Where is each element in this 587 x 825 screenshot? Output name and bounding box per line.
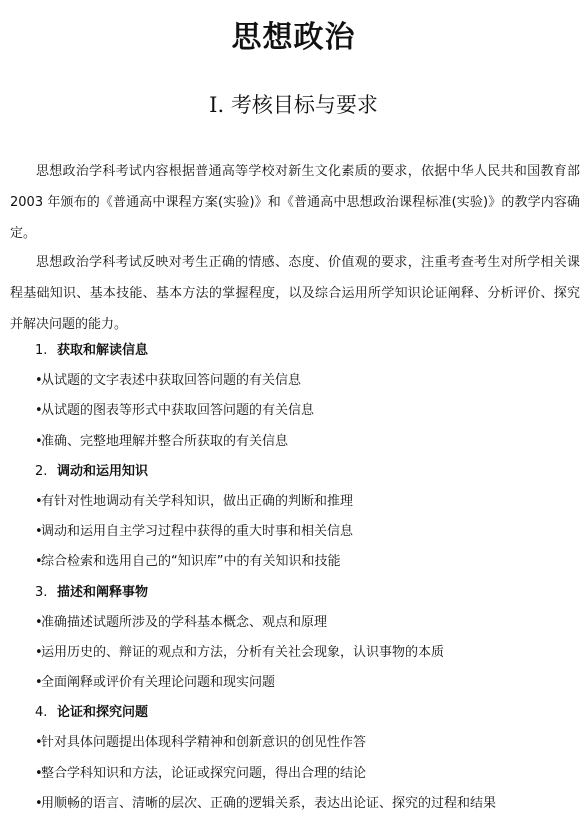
bullet-icon: • [35,403,43,419]
requirement-item [0,366,587,396]
bullet-icon: • [35,795,43,811]
requirement-heading [0,457,587,487]
bullet-icon: • [35,524,43,540]
requirement-item [0,668,587,698]
requirement-item [0,728,587,758]
requirement-heading [0,336,587,366]
requirement-heading [0,578,587,608]
item-text: 有针对性地调动有关学科知识，做出正确的判断和推理 [41,493,354,509]
bullet-icon: • [35,554,43,570]
item-text: 调动和运用自主学习过程中获得的重大时事和相关信息 [41,524,354,540]
item-text: 针对具体问题提出体现科学精神和创新意识的创见性作答 [41,735,367,751]
item-text: 全面阐释或评价有关理论问题和现实问题 [41,675,276,691]
heading-number: 3. [35,584,48,600]
bullet-icon: • [35,373,43,389]
bullet-icon: • [35,644,43,660]
requirements-list [0,336,587,819]
requirement-item [0,638,587,668]
bullet-icon: • [35,493,43,509]
heading-number: 4. [35,705,48,721]
section-title: Ⅰ. 考核目标与要求 [209,93,378,117]
item-text: 准确、完整地理解并整合所获取的有关信息 [41,433,289,449]
intro-paragraph-2: 思想政治学科考试反映对考生正确的情感、态度、价值观的要求，注重考查考生对所学相关课程基础知识、基本技能、基本方法的掌握程度，以及综合运用所学知识论证阐释、分析评价、探究并解决问题的能力。 [10,255,580,332]
intro-paragraph-1: 思想政治学科考试内容根据普通高等学校对新生文化素质的要求，依据中华人民共和国教育部 2003 年颁布的《普通高中课程方案(实验)》和《普通高中思想政治课程标准(实验)》的教学内容确定。 [10,164,580,241]
document-title: 思想政治 [231,20,356,55]
requirement-item [0,789,587,819]
item-text: 运用历史的、辩证的观点和方法，分析有关社会现象，认识事物的本质 [41,644,445,660]
bullet-icon: • [35,614,43,630]
item-text: 整合学科知识和方法，论证或探究问题，得出合理的结论 [41,765,367,781]
requirement-item [0,427,587,457]
item-text: 用顺畅的语言、清晰的层次、正确的逻辑关系，表达出论证、探究的过程和结果 [41,795,497,811]
heading-number: 2. [35,463,48,479]
item-text: 从试题的图表等形式中获取回答问题的有关信息 [41,403,315,419]
heading-number: 1. [35,343,48,358]
heading-text: 论证和探究问题 [57,705,149,721]
requirement-item [0,547,587,577]
bullet-icon: • [35,675,43,691]
heading-text: 调动和运用知识 [57,463,149,479]
item-text: 综合检索和选用自己的“知识库”中的有关知识和技能 [41,554,341,570]
bullet-icon: • [35,765,43,781]
requirement-item [0,517,587,547]
heading-text: 描述和阐释事物 [57,584,149,600]
item-text: 准确描述试题所涉及的学科基本概念、观点和原理 [41,614,328,630]
heading-text: 获取和解读信息 [57,343,149,358]
item-text: 从试题的文字表述中获取回答问题的有关信息 [41,373,302,389]
requirement-item [0,608,587,638]
requirement-item [0,487,587,517]
bullet-icon: • [35,735,43,751]
requirement-item [0,396,587,426]
requirement-item [0,759,587,789]
requirement-heading [0,698,587,728]
bullet-icon: • [35,433,43,449]
